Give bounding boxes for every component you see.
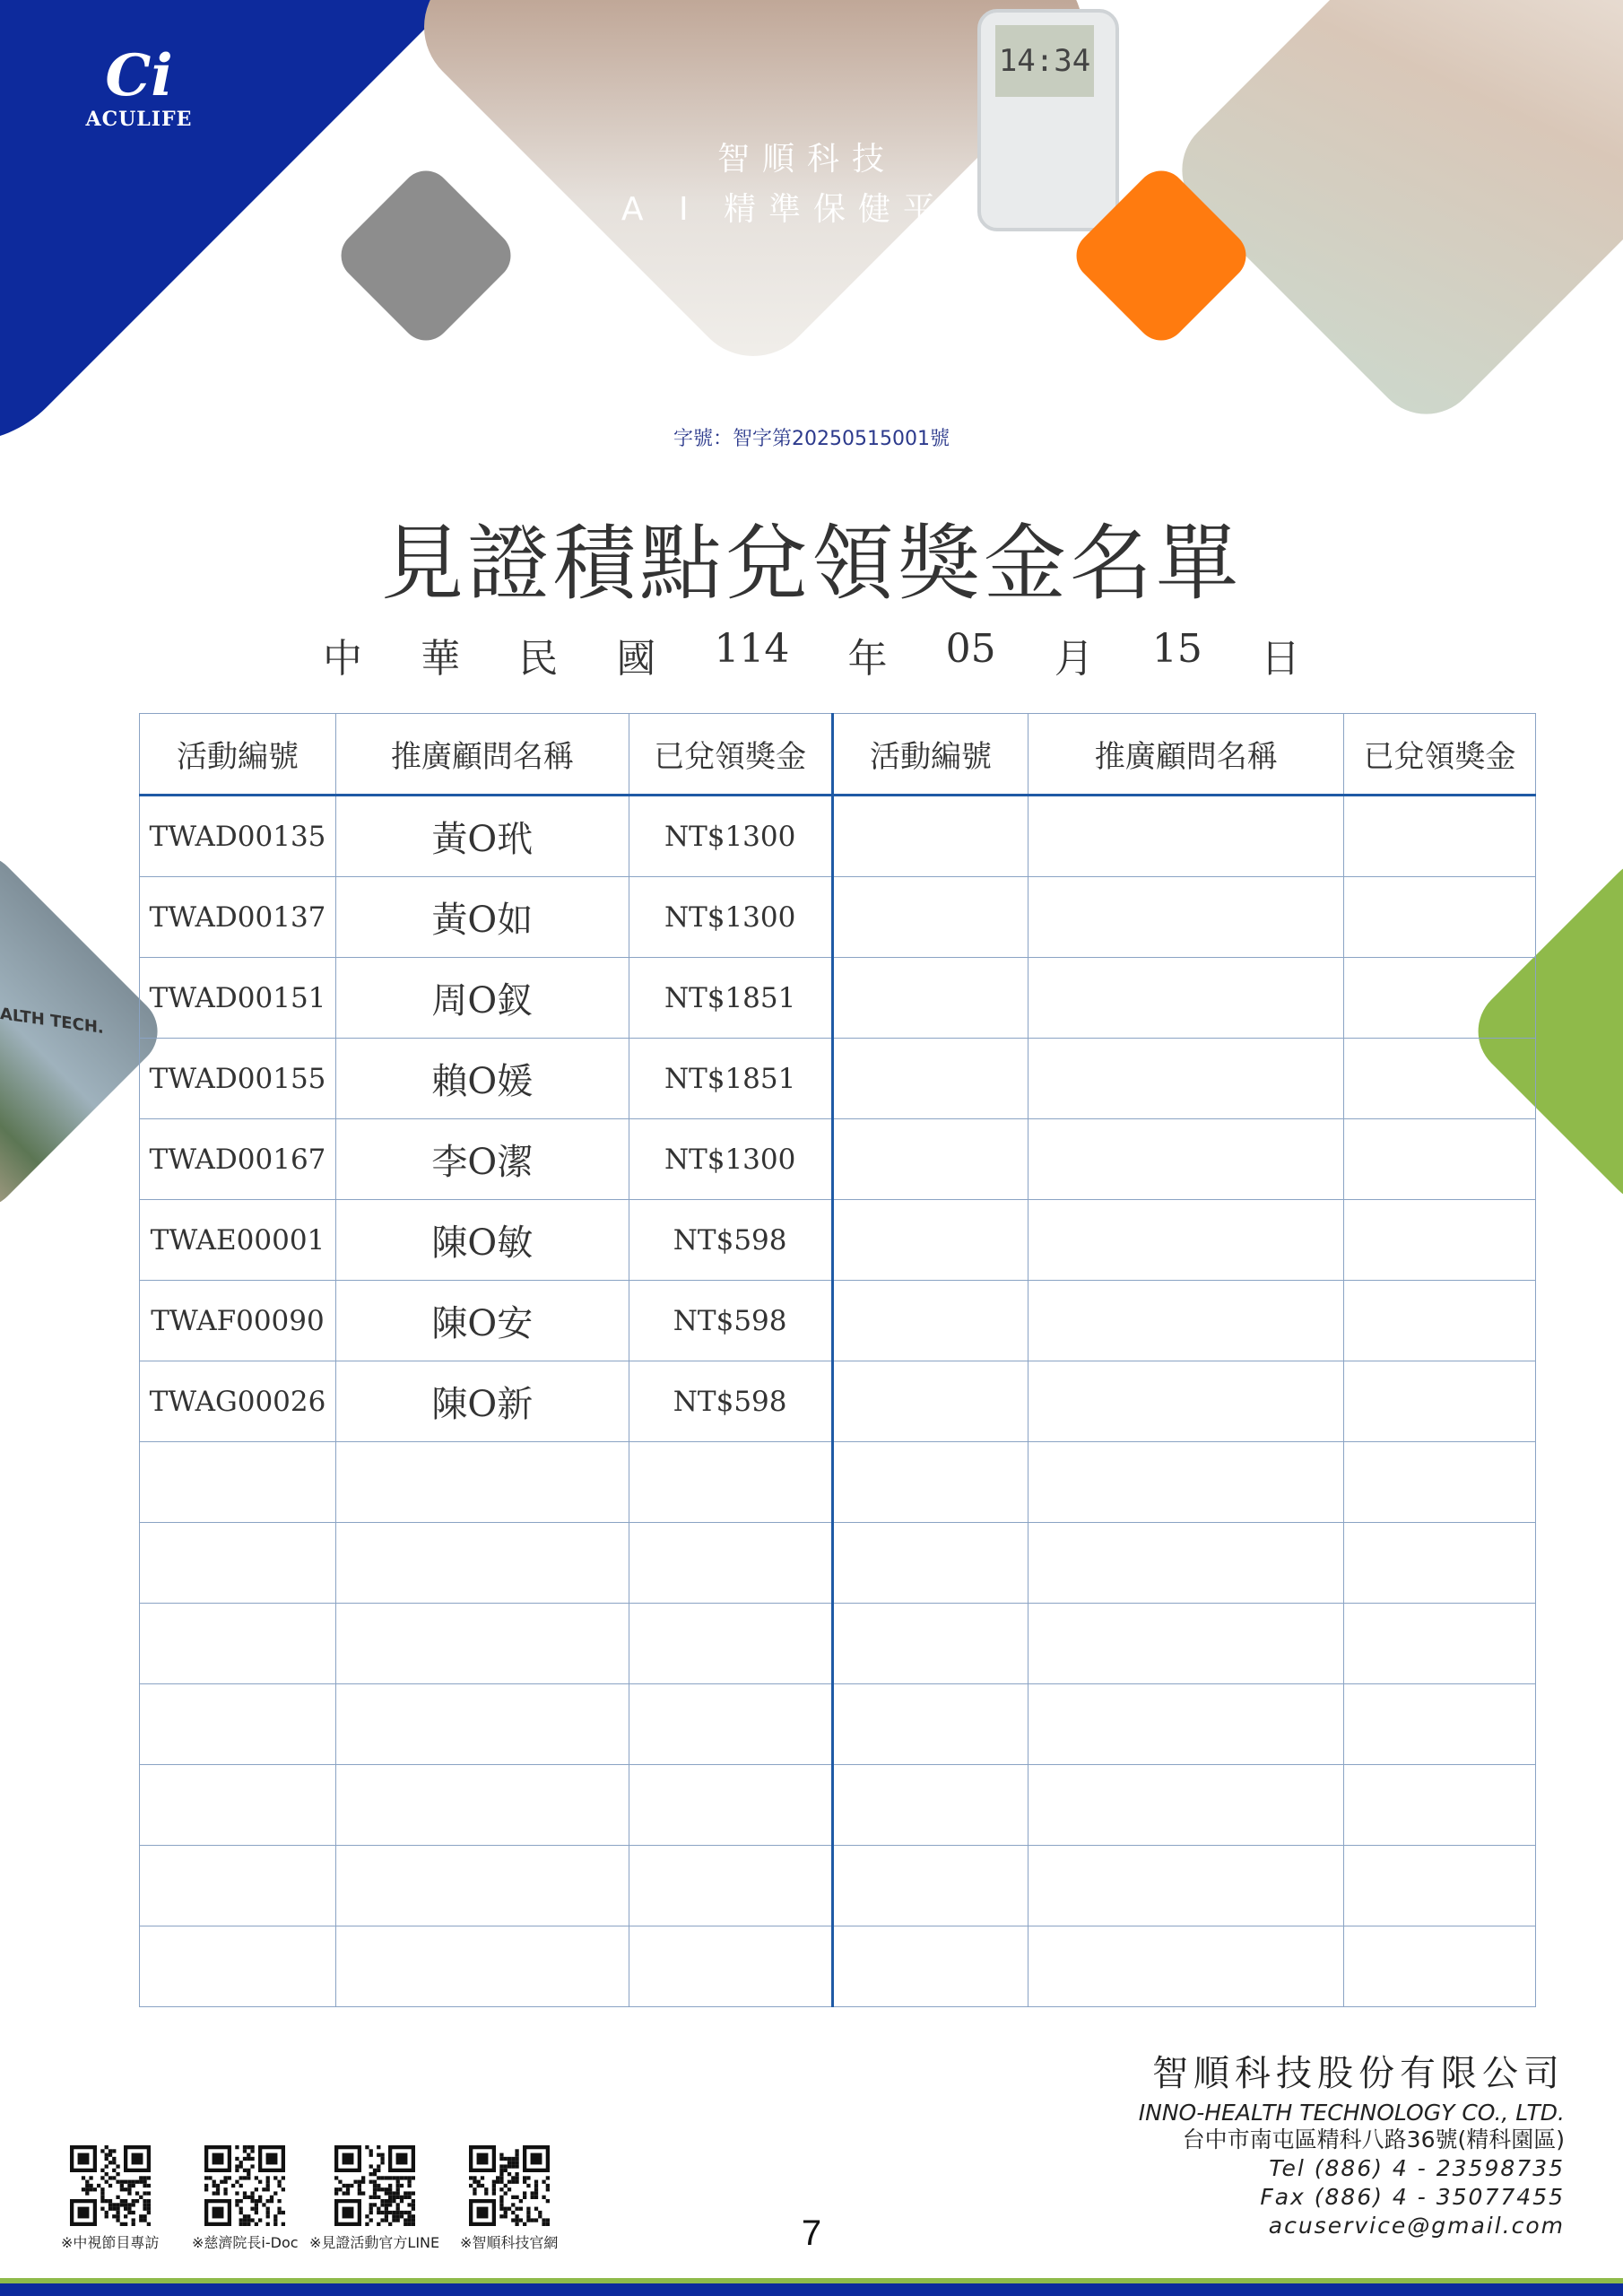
cell-bonus (629, 1846, 832, 1926)
document-number: 字號：智字第20250515001號 (673, 428, 950, 450)
table-body (140, 796, 1536, 2007)
table-row (140, 1523, 1536, 1604)
table-row (140, 1684, 1536, 1765)
qr-code-tv-interview (61, 2145, 159, 2252)
date-part: 月 (1054, 636, 1094, 682)
qr-caption: ※慈濟院長i-Doc (192, 2234, 299, 2251)
cell-bonus (1344, 1442, 1536, 1523)
slogan-line-2: A I 精準保健平台 (621, 191, 994, 228)
cell-activity-id (832, 1523, 1028, 1604)
women-with-phones-photo (1160, 0, 1623, 436)
cell-consultant-name (1028, 877, 1344, 958)
logo-mark: Ci (105, 42, 173, 109)
device-screen-time: 14:34 (995, 25, 1094, 97)
document-title: 見證積點兌領獎金名單 (380, 516, 1242, 612)
cell-activity-id (832, 1604, 1028, 1684)
column-header-bonus: 已兌領獎金 (1344, 714, 1536, 796)
cell-activity-id: TWAD00167 (140, 1119, 336, 1200)
cell-consultant-name (1028, 1765, 1344, 1846)
table-row (140, 1281, 1536, 1361)
table-row (140, 796, 1536, 877)
cell-bonus (1344, 1039, 1536, 1119)
cell-activity-id (140, 1765, 336, 1846)
qr-code-icon (334, 2145, 415, 2226)
cell-activity-id: TWAF00090 (140, 1281, 336, 1361)
table-row (140, 958, 1536, 1039)
issue-date (323, 626, 1300, 683)
cell-consultant-name (1028, 1200, 1344, 1281)
date-part: 民 (518, 636, 559, 682)
cell-consultant-name (1028, 958, 1344, 1039)
cell-consultant-name (1028, 1926, 1344, 2007)
cell-bonus: NT$598 (629, 1200, 832, 1281)
cell-bonus (629, 1442, 832, 1523)
cell-consultant-name: 黃O玳 (335, 796, 629, 877)
cell-activity-id (832, 1281, 1028, 1361)
cell-consultant-name (1028, 796, 1344, 877)
date-month: 05 (945, 626, 996, 672)
cell-consultant-name (1028, 1523, 1344, 1604)
cell-bonus: NT$1851 (629, 1039, 832, 1119)
qr-code-line (309, 2145, 439, 2252)
cell-bonus: NT$1851 (629, 958, 832, 1039)
company-name-zh: 智順科技股份有限公司 (1152, 2053, 1565, 2094)
table-row (140, 877, 1536, 958)
cell-consultant-name (1028, 1684, 1344, 1765)
date-part: 中 (323, 636, 362, 682)
cell-activity-id (832, 1039, 1028, 1119)
cell-activity-id: TWAG00026 (140, 1361, 336, 1442)
aculife-logo (81, 42, 197, 131)
table-row (140, 1039, 1536, 1119)
company-address: 台中市南屯區精科八路36號(精科園區) (1182, 2126, 1565, 2152)
cell-activity-id: TWAD00155 (140, 1039, 336, 1119)
cell-activity-id (832, 796, 1028, 877)
column-header-activity-id: 活動編號 (832, 714, 1028, 796)
page-number: 7 (801, 2213, 822, 2253)
company-fax: Fax (886) 4 - 35077455 (1260, 2184, 1565, 2210)
cell-consultant-name (1028, 1119, 1344, 1200)
cell-bonus: NT$598 (629, 1361, 832, 1442)
cell-consultant-name: 李O潔 (335, 1119, 629, 1200)
cell-consultant-name (335, 1442, 629, 1523)
column-header-consultant-name: 推廣顧問名稱 (335, 714, 629, 796)
cell-consultant-name (335, 1926, 629, 2007)
qr-code-website (460, 2145, 558, 2252)
cell-consultant-name (335, 1604, 629, 1684)
cell-activity-id (832, 1442, 1028, 1523)
company-name-en: INNO-HEALTH TECHNOLOGY CO., LTD. (1138, 2100, 1565, 2126)
cell-bonus (1344, 1684, 1536, 1765)
cell-bonus (1344, 1523, 1536, 1604)
date-day: 15 (1151, 626, 1202, 672)
cell-bonus (1344, 1604, 1536, 1684)
cell-activity-id: TWAD00137 (140, 877, 336, 958)
cell-consultant-name: 周O釵 (335, 958, 629, 1039)
cell-bonus: NT$1300 (629, 796, 832, 877)
cell-consultant-name (335, 1684, 629, 1765)
cell-bonus (1344, 1200, 1536, 1281)
cell-bonus (1344, 1846, 1536, 1926)
cell-consultant-name: 陳O新 (335, 1361, 629, 1442)
table-row (140, 1765, 1536, 1846)
building-sign-text: ALTH TECH. (0, 1004, 104, 1039)
cell-activity-id (832, 1684, 1028, 1765)
cell-bonus (1344, 958, 1536, 1039)
cell-activity-id: TWAE00001 (140, 1200, 336, 1281)
cell-consultant-name (1028, 1361, 1344, 1442)
cell-activity-id (140, 1846, 336, 1926)
cell-consultant-name: 黃O如 (335, 877, 629, 958)
cell-bonus: NT$1300 (629, 1119, 832, 1200)
cell-activity-id (832, 1846, 1028, 1926)
cell-consultant-name (1028, 1846, 1344, 1926)
cell-activity-id (832, 1200, 1028, 1281)
cell-bonus (1344, 877, 1536, 958)
date-part: 年 (847, 636, 888, 682)
qr-caption: ※見證活動官方LINE (309, 2234, 440, 2251)
slogan-line-1: 智順科技 (716, 141, 897, 178)
company-tel: Tel (886) 4 - 23598735 (1269, 2155, 1565, 2181)
qr-code-icon (70, 2145, 151, 2226)
table-row (140, 1926, 1536, 2007)
cell-consultant-name: 賴O媛 (335, 1039, 629, 1119)
cell-activity-id (832, 1926, 1028, 2007)
column-header-bonus: 已兌領獎金 (629, 714, 832, 796)
cell-activity-id (832, 1765, 1028, 1846)
date-part: 國 (616, 636, 656, 682)
qr-caption: ※中視節目專訪 (61, 2234, 160, 2251)
gray-diamond-decoration (331, 161, 521, 351)
cell-bonus (1344, 1281, 1536, 1361)
column-header-activity-id: 活動編號 (140, 714, 336, 796)
qr-code-idoc (192, 2145, 299, 2252)
cell-consultant-name (335, 1846, 629, 1926)
cell-activity-id (140, 1523, 336, 1604)
cell-consultant-name (335, 1765, 629, 1846)
date-part: 日 (1260, 636, 1300, 682)
company-email: acuservice@gmail.com (1268, 2213, 1565, 2239)
logo-text: ACULIFE (85, 108, 193, 131)
table-header-row (140, 714, 1536, 796)
cell-activity-id (140, 1442, 336, 1523)
award-list-table (139, 713, 1536, 2007)
qr-caption: ※智順科技官網 (460, 2234, 559, 2251)
cell-bonus (1344, 1765, 1536, 1846)
cell-activity-id (832, 1361, 1028, 1442)
cell-activity-id (140, 1684, 336, 1765)
cell-bonus (629, 1684, 832, 1765)
qr-code-icon (204, 2145, 285, 2226)
cell-bonus (1344, 1926, 1536, 2007)
table-row (140, 1200, 1536, 1281)
cell-consultant-name: 陳O安 (335, 1281, 629, 1361)
table-row (140, 1442, 1536, 1523)
company-info (1139, 2045, 1565, 2240)
cell-consultant-name (1028, 1281, 1344, 1361)
cell-consultant-name (1028, 1442, 1344, 1523)
table-row (140, 1846, 1536, 1926)
column-header-consultant-name: 推廣顧問名稱 (1028, 714, 1344, 796)
cell-bonus (629, 1765, 832, 1846)
cell-activity-id (832, 1119, 1028, 1200)
date-year: 114 (714, 626, 790, 672)
cell-bonus (629, 1926, 832, 2007)
cell-consultant-name (1028, 1604, 1344, 1684)
cell-activity-id: TWAD00135 (140, 796, 336, 877)
table-row (140, 1361, 1536, 1442)
cell-bonus (1344, 796, 1536, 877)
qr-code-icon (469, 2145, 550, 2226)
table-row (140, 1119, 1536, 1200)
cell-activity-id (832, 958, 1028, 1039)
platform-slogan (538, 135, 1076, 235)
table-row (140, 1604, 1536, 1684)
cell-bonus (629, 1523, 832, 1604)
cell-consultant-name: 陳O敏 (335, 1200, 629, 1281)
cell-activity-id: TWAD00151 (140, 958, 336, 1039)
cell-activity-id (140, 1926, 336, 2007)
cell-activity-id (140, 1604, 336, 1684)
cell-consultant-name (1028, 1039, 1344, 1119)
cell-bonus: NT$1300 (629, 877, 832, 958)
footer-blue-stripe (0, 2283, 1623, 2296)
cell-consultant-name (335, 1523, 629, 1604)
date-part: 華 (421, 636, 461, 682)
cell-bonus: NT$598 (629, 1281, 832, 1361)
cell-bonus (1344, 1361, 1536, 1442)
cell-bonus (1344, 1119, 1536, 1200)
cell-bonus (629, 1604, 832, 1684)
cell-activity-id (832, 877, 1028, 958)
